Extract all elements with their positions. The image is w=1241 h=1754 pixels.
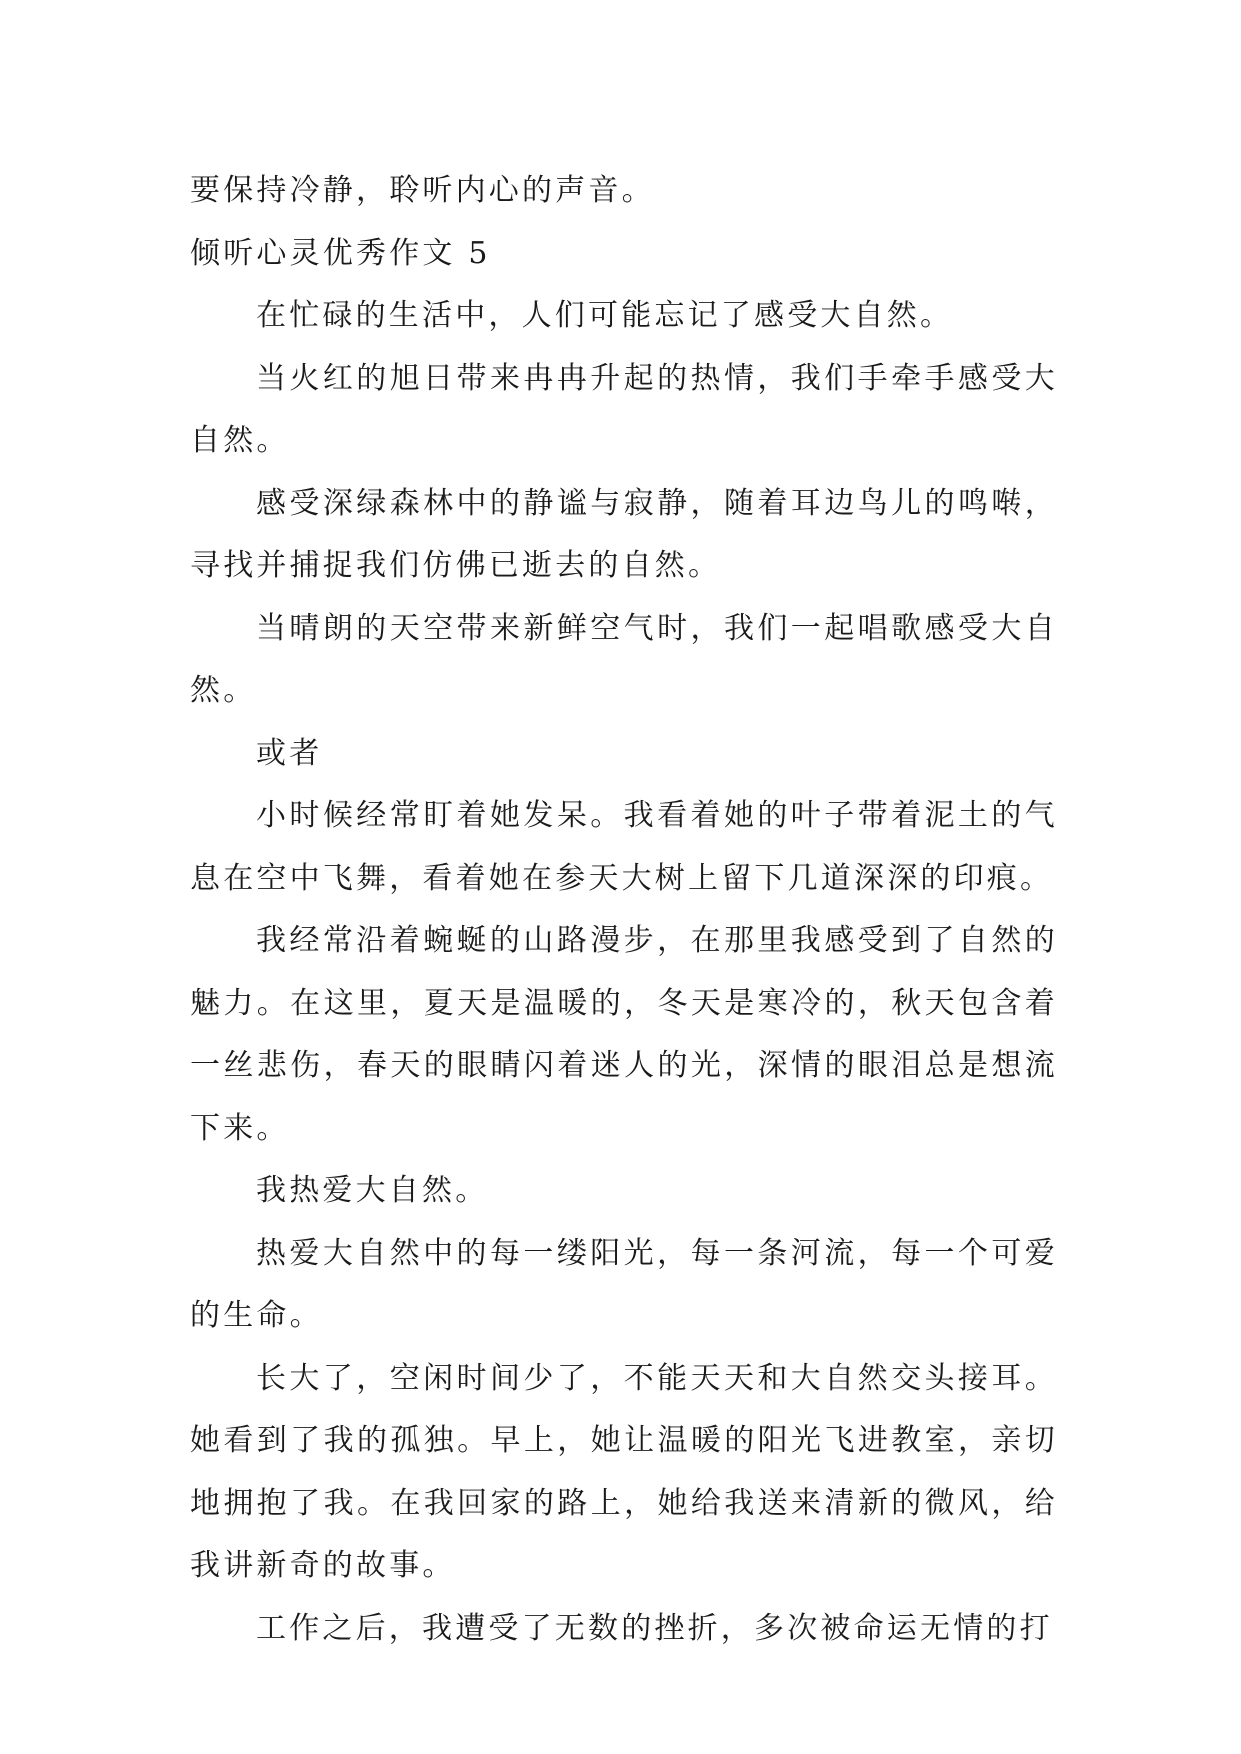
paragraph-1: 要保持冷静，聆听内心的声音。 [190,173,655,208]
paragraph-13: 工作之后，我遭受了无数的挫折，多次被命运无情的打 [256,1610,1053,1646]
document-body [190,160,1058,1660]
paragraph-10: 我热爱大自然。 [256,1173,489,1208]
paragraph-3: 在忙碌的生活中，人们可能忘记了感受大自然。 [256,298,954,333]
paragraph-6: 当晴朗的天空带来新鲜空气时，我们一起唱歌感受大自然。 [190,610,1058,708]
paragraph-12: 长大了，空闲时间少了，不能天天和大自然交头接耳。她看到了我的孤独。早上，她让温暖的阳光飞进教室，亲切地拥抱了我。在我回家的路上，她给我送来清新的微风，给我讲新奇的故事。 [190,1360,1058,1583]
essay-title: 倾听心灵优秀作文 5 [190,235,491,271]
paragraph-11: 热爱大自然中的每一缕阳光，每一条河流，每一个可爱的生命。 [190,1235,1058,1333]
paragraph-5: 感受深绿森林中的静谧与寂静，随着耳边鸟儿的鸣啭，寻找并捕捉我们仿佛已逝去的自然。 [190,485,1058,583]
paragraph-8: 小时候经常盯着她发呆。我看着她的叶子带着泥土的气息在空中飞舞，看着她在参天大树上留下几道深深的印痕。 [190,798,1058,896]
paragraph-9: 我经常沿着蜿蜒的山路漫步，在那里我感受到了自然的魅力。在这里，夏天是温暖的，冬天是寒冷的，秋天包含着一丝悲伤，春天的眼睛闪着迷人的光，深情的眼泪总是想流下来。 [190,923,1058,1146]
paragraph-4: 当火红的旭日带来冉冉升起的热情，我们手牵手感受大自然。 [190,360,1058,458]
paragraph-7: 或者 [256,735,323,771]
